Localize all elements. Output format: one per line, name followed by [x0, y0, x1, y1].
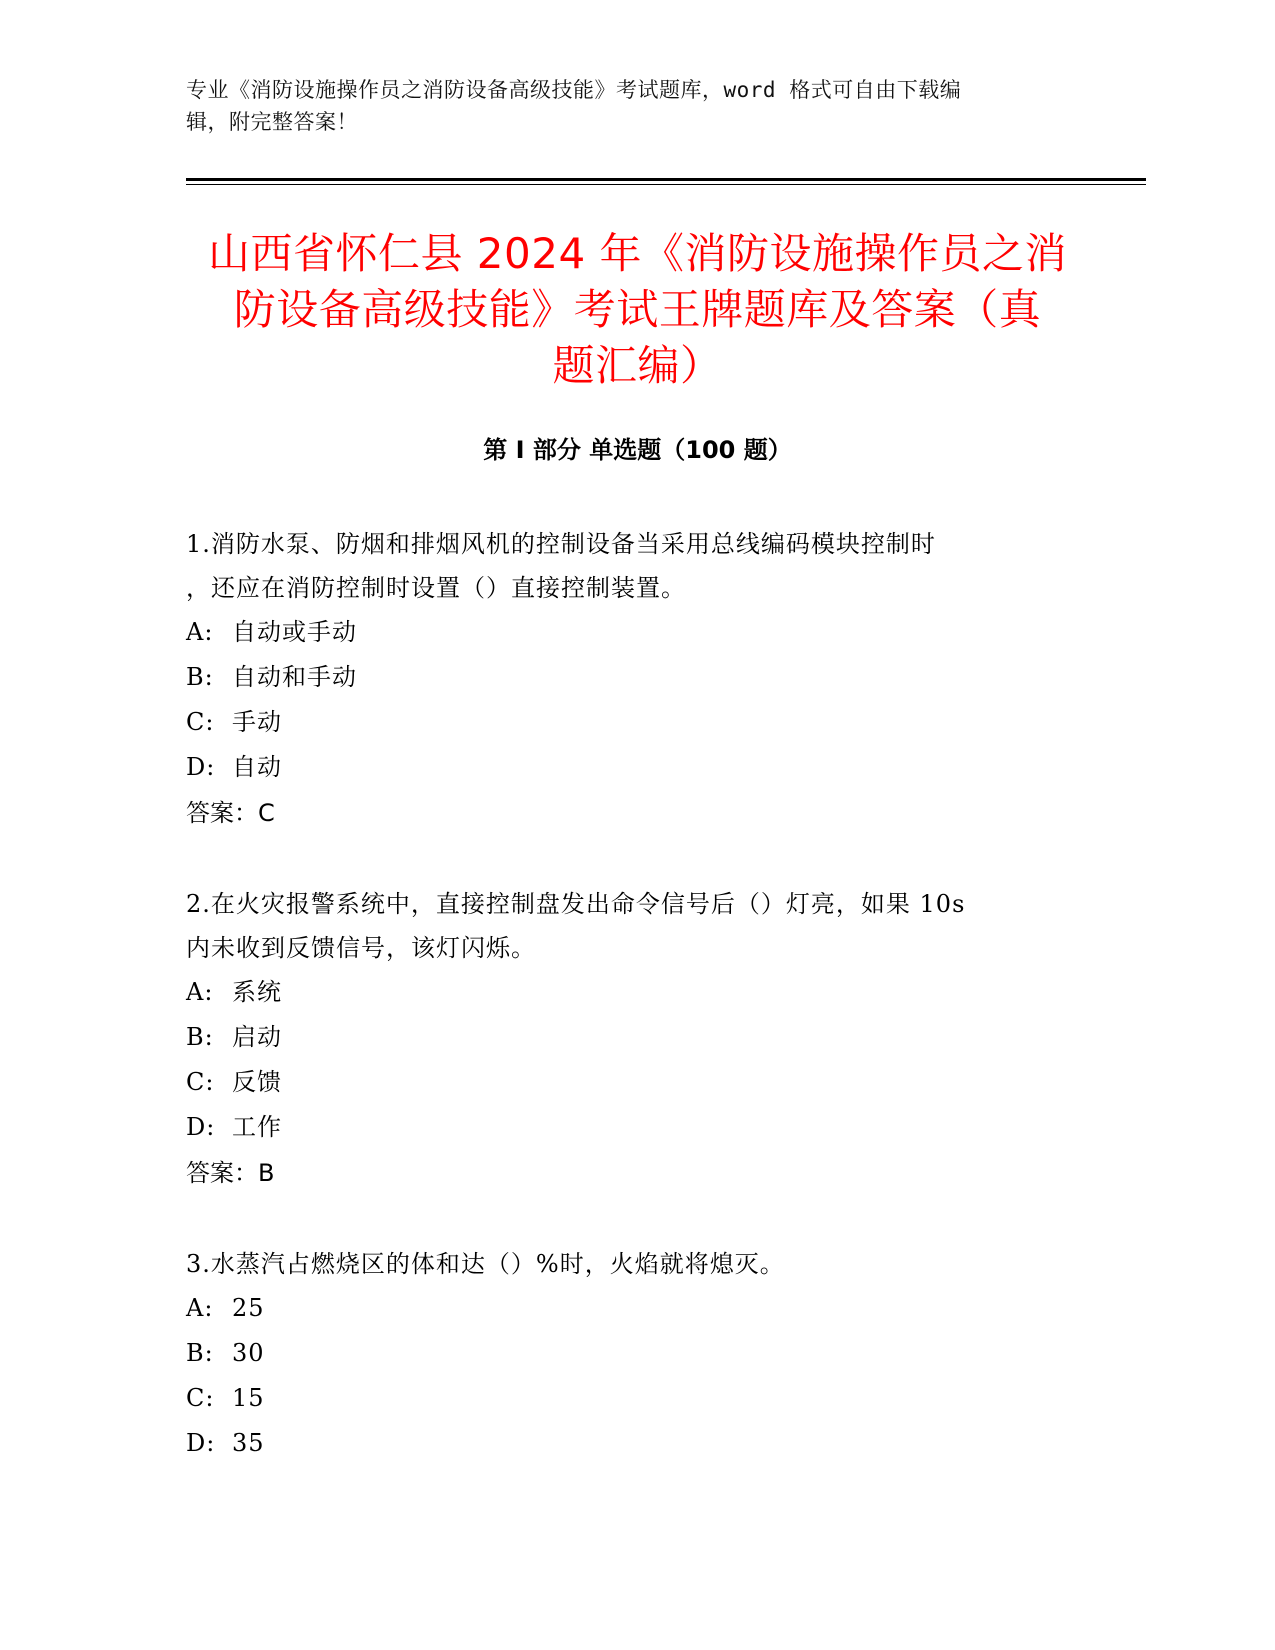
- title-line-1: 山西省怀仁县 2024 年《消防设施操作员之消: [207, 229, 1068, 278]
- option-label: C:: [186, 708, 215, 736]
- option-c: [186, 1376, 1086, 1421]
- option-text: 35: [232, 1429, 265, 1457]
- header-divider-thin: [186, 184, 1146, 185]
- question-stem-line: ，还应在消防控制时设置（）直接控制装置。: [186, 574, 686, 602]
- option-c: [186, 700, 1086, 745]
- option-b: [186, 1015, 1086, 1060]
- option-a: [186, 970, 1086, 1015]
- option-label: D:: [186, 1113, 216, 1141]
- option-text: 自动或手动: [232, 618, 357, 646]
- question-2: [186, 882, 1086, 1196]
- answer-text: 答案：B: [186, 1159, 275, 1187]
- option-text: 自动和手动: [232, 663, 357, 691]
- option-label: B:: [186, 1023, 214, 1051]
- option-label: B:: [186, 1339, 214, 1367]
- question-3: [186, 1242, 1086, 1466]
- title-line-3: 题汇编）: [552, 341, 723, 390]
- title-line-2: 防设备高级技能》考试王牌题库及答案（真: [233, 285, 1042, 334]
- option-text: 启动: [232, 1023, 282, 1051]
- option-label: C:: [186, 1068, 215, 1096]
- document-title: [170, 226, 1105, 394]
- question-stem-line: 内未收到反馈信号，该灯闪烁。: [186, 934, 536, 962]
- header-note-line-1: 专业《消防设施操作员之消防设备高级技能》考试题库，word 格式可自由下载编: [186, 78, 962, 102]
- header-divider-thick: [186, 178, 1146, 181]
- option-label: D:: [186, 1429, 216, 1457]
- option-d: [186, 1105, 1086, 1150]
- option-label: D:: [186, 753, 216, 781]
- question-stem-line: 1.消防水泵、防烟和排烟风机的控制设备当采用总线编码模块控制时: [186, 530, 936, 558]
- question-stem-line: 3.水蒸汽占燃烧区的体和达（）%时，火焰就将熄灭。: [186, 1250, 785, 1278]
- option-c: [186, 1060, 1086, 1105]
- header-note: [186, 74, 1066, 138]
- option-a: [186, 1286, 1086, 1331]
- option-label: A:: [186, 978, 214, 1006]
- section-heading: 第 I 部分 单选题（100 题）: [483, 436, 792, 464]
- question-stem-line: 2.在火灾报警系统中，直接控制盘发出命令信号后（）灯亮，如果 10s: [186, 890, 966, 918]
- question-1: [186, 522, 1086, 836]
- option-b: [186, 1331, 1086, 1376]
- option-d: [186, 1421, 1086, 1466]
- option-label: A:: [186, 618, 214, 646]
- option-text: 系统: [232, 978, 282, 1006]
- option-label: B:: [186, 663, 214, 691]
- option-text: 自动: [232, 753, 282, 781]
- answer-text: 答案：C: [186, 799, 275, 827]
- option-text: 15: [232, 1384, 265, 1412]
- option-b: [186, 655, 1086, 700]
- header-note-line-2: 辑，附完整答案！: [186, 110, 358, 134]
- option-d: [186, 745, 1086, 790]
- option-text: 反馈: [232, 1068, 282, 1096]
- option-label: A:: [186, 1294, 214, 1322]
- option-text: 25: [232, 1294, 265, 1322]
- option-text: 手动: [232, 708, 282, 736]
- option-text: 30: [232, 1339, 265, 1367]
- option-a: [186, 610, 1086, 655]
- option-label: C:: [186, 1384, 215, 1412]
- option-text: 工作: [232, 1113, 282, 1141]
